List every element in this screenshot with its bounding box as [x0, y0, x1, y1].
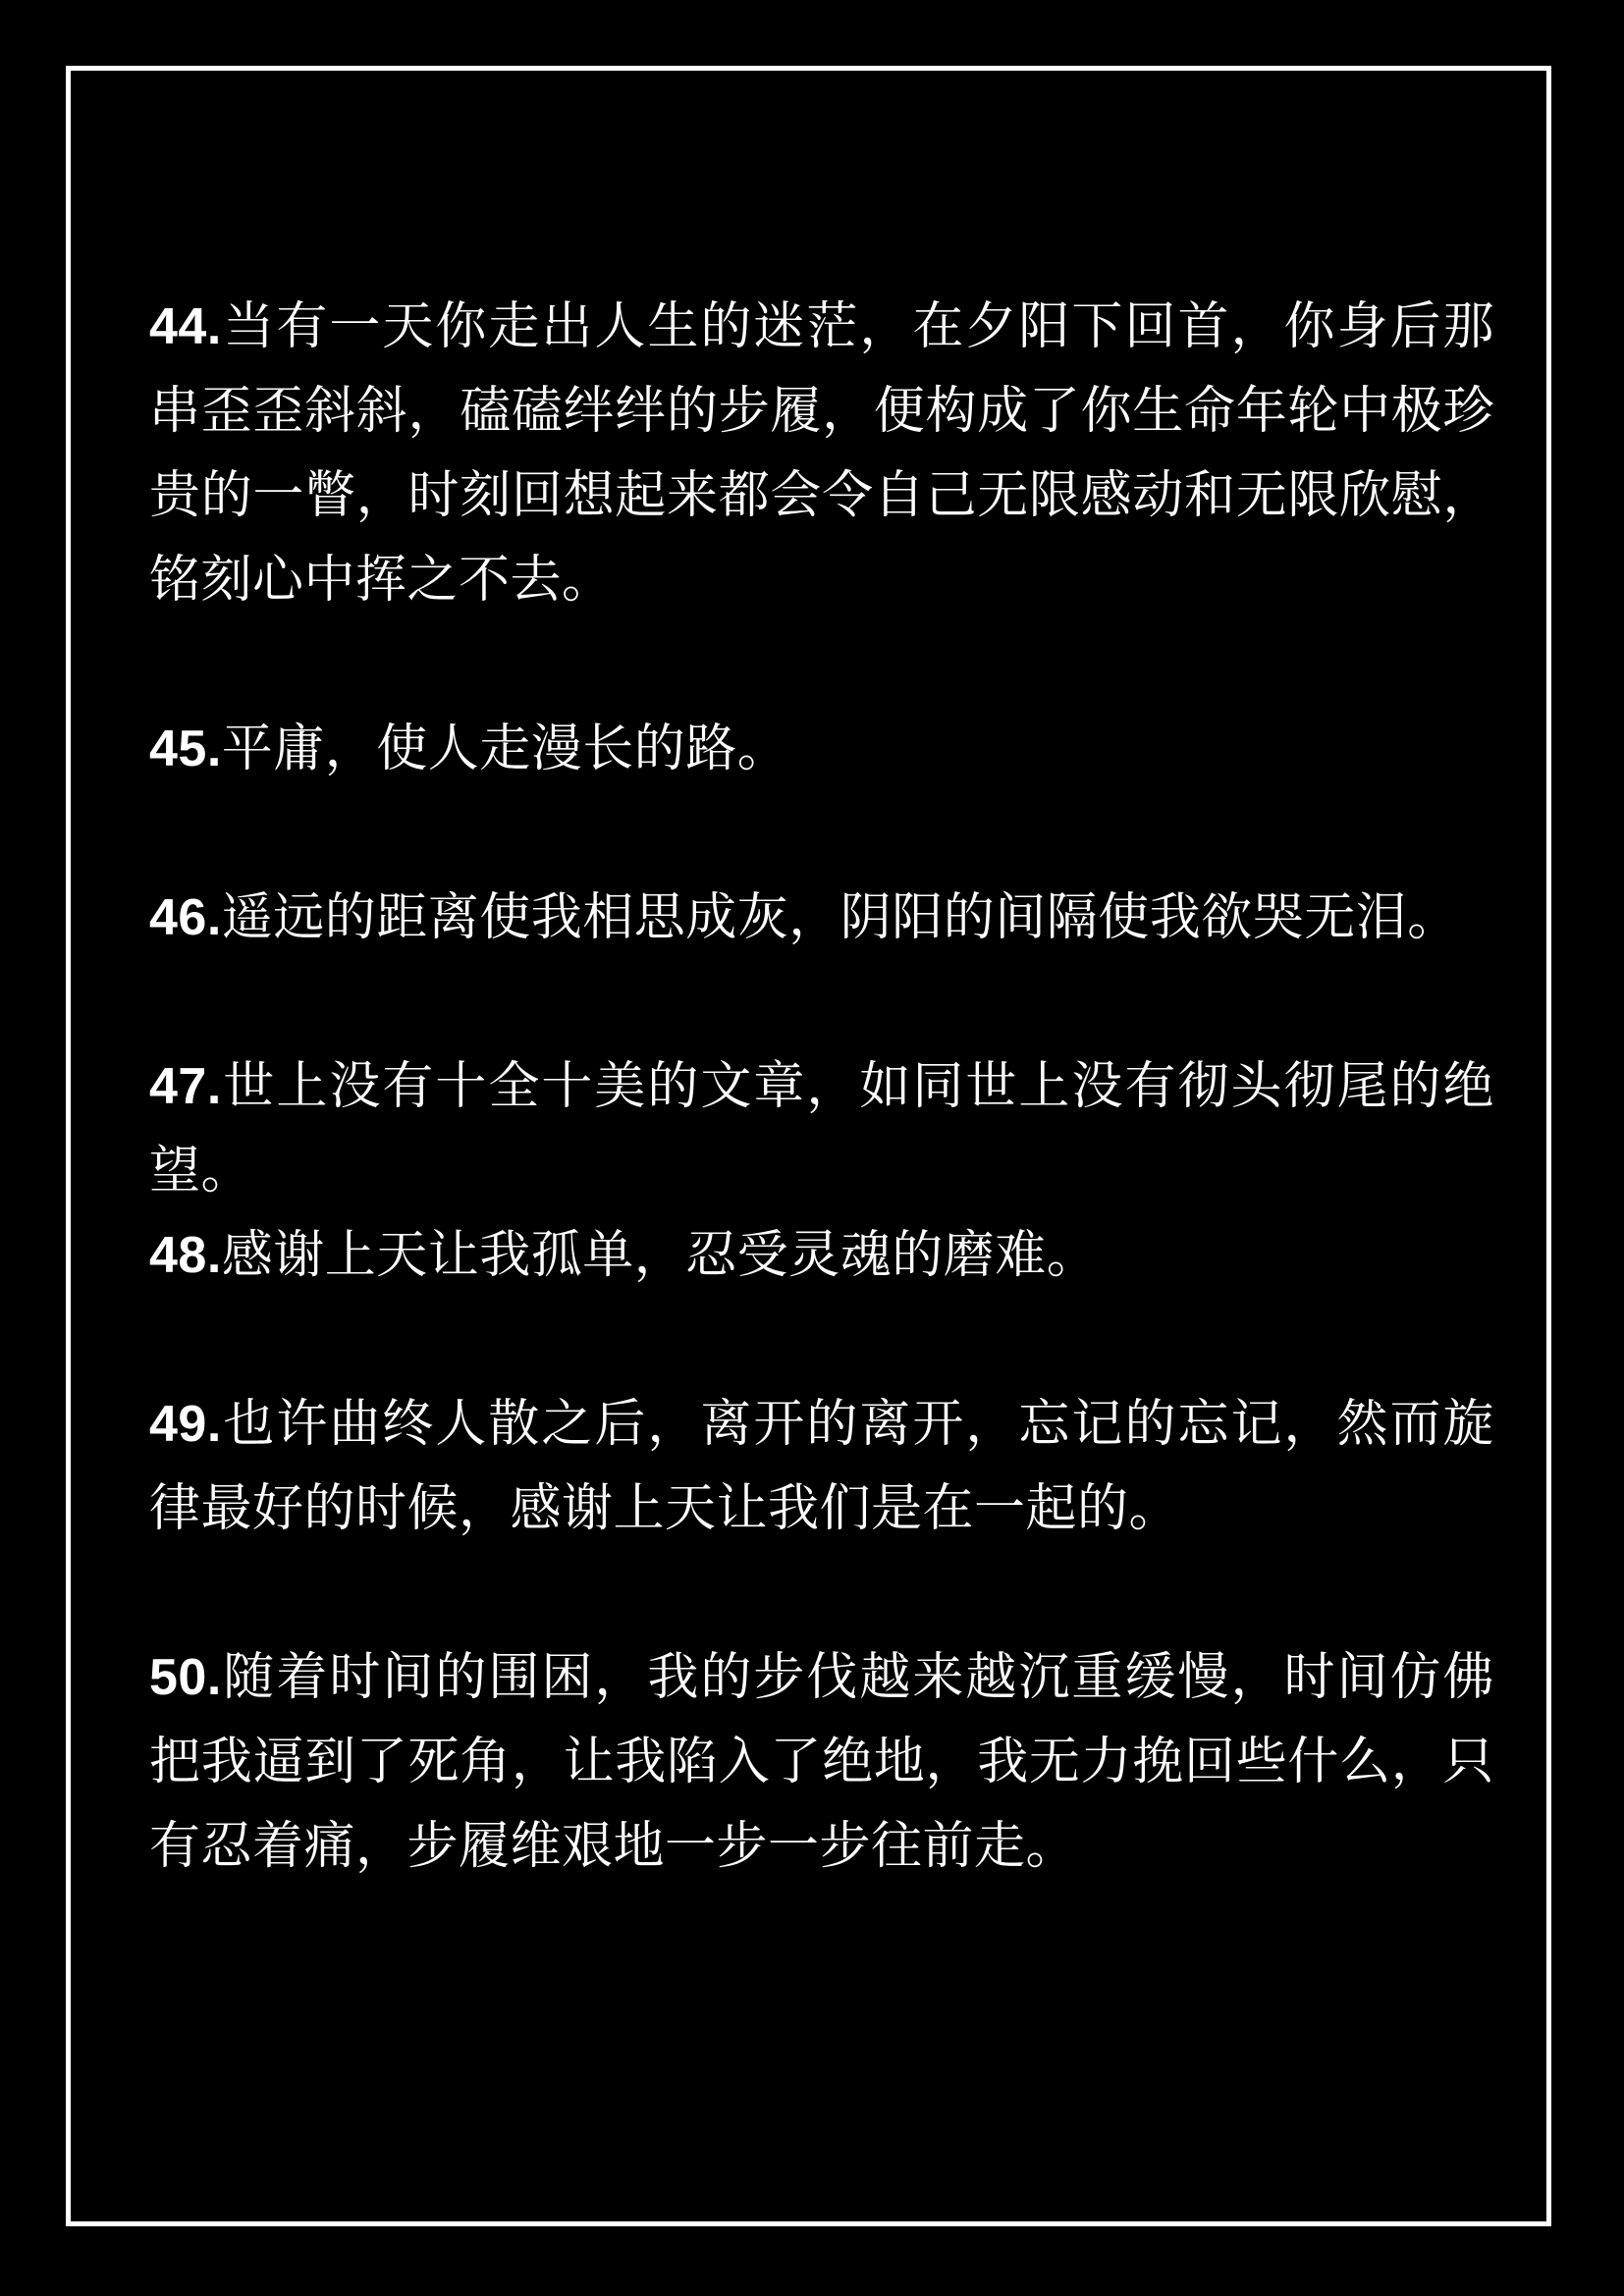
quote-number: 44.: [149, 298, 222, 355]
quote-text: 世上没有十全十美的文章，如同世上没有彻头彻尾的绝望。: [149, 1057, 1494, 1201]
quote-44: [149, 285, 1494, 622]
quote-text: 当有一天你走出人生的迷茫，在夕阳下回首，你身后那串歪歪斜斜，磕磕绊绊的步履，便构成了你生命年轮中极珍贵的一瞥，时刻回想起来都会令自己无限感动和无限欣慰，铭刻心中挥之不去。: [149, 297, 1494, 610]
quote-number: 50.: [149, 1649, 222, 1706]
quote-47: [149, 1044, 1494, 1213]
quote-text: 也许曲终人散之后，离开的离开，忘记的忘记，然而旋律最好的时候，感谢上天让我们是在一起的。: [149, 1395, 1494, 1538]
quote-50: [149, 1635, 1494, 1889]
quote-number: 49.: [149, 1396, 222, 1453]
quote-48: [149, 1213, 1494, 1298]
quote-number: 45.: [149, 721, 222, 777]
quote-text: 感谢上天让我孤单，忍受灵魂的磨难。: [221, 1226, 1099, 1285]
quote-number: 46.: [149, 889, 222, 946]
quote-49: [149, 1382, 1494, 1551]
quote-text: 遥远的距离使我相思成灰，阴阳的间隔使我欲哭无泪。: [221, 888, 1459, 947]
quote-list: [149, 285, 1494, 1889]
quote-number: 47.: [149, 1058, 222, 1115]
quote-text: 随着时间的围困，我的步伐越来越沉重缓慢，时间仿佛把我逼到了死角，让我陷入了绝地，我无力挽回些什么，只有忍着痛，步履维艰地一步一步往前走。: [149, 1648, 1494, 1876]
quote-45: [149, 707, 1494, 791]
quote-text: 平庸，使人走漫长的路。: [221, 720, 789, 778]
quote-number: 48.: [149, 1227, 222, 1284]
quote-46: [149, 876, 1494, 960]
